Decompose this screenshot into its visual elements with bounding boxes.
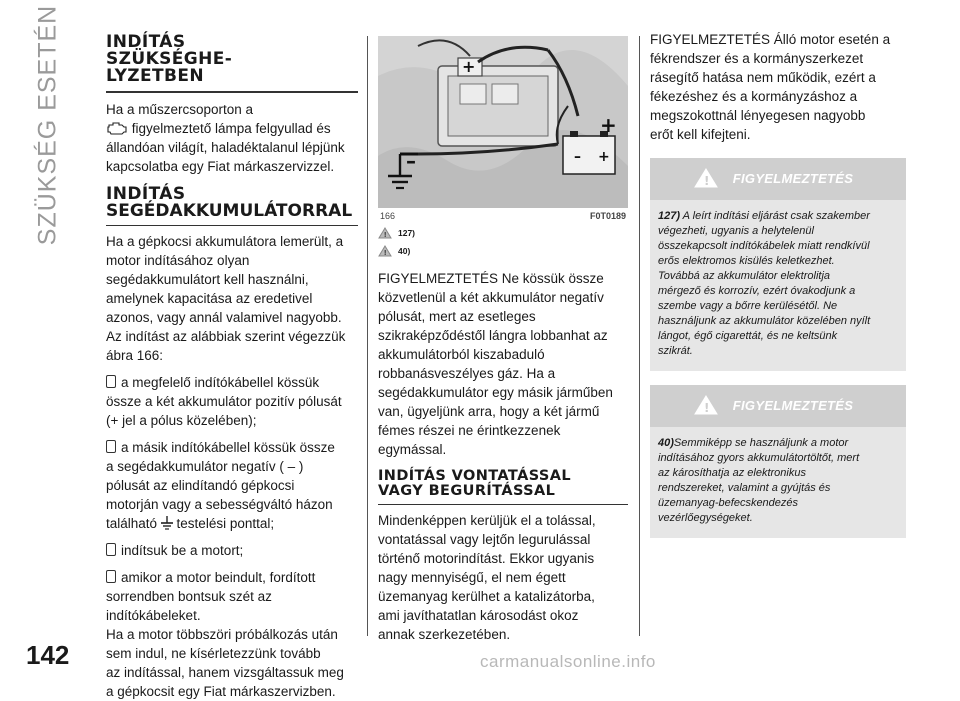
section-side-title: SZÜKSÉG ESETÉN (33, 4, 62, 246)
warning-box-title: FIGYELMEZTETÉS (732, 171, 854, 186)
svg-text:!: ! (704, 401, 710, 415)
svg-text:–: – (406, 149, 416, 173)
paragraph: Ha a motor többszöri próbálkozás után sem indul, ne kísérletezzünk tovább az indítással, hanem vizsgáltassuk meg a gépkocsit egy Fiat márkaszervizben. (106, 627, 344, 699)
svg-text:!: ! (383, 231, 387, 239)
engine-warning-icon (106, 121, 128, 135)
bullet-icon (106, 570, 116, 583)
warning-box-header (650, 385, 906, 427)
list-item: a másik indítókábellel kössük össze a segédakkumulátor negatív ( – ) pólusát az elindítandó gépkocsi motorján vagy a sebességváltó házon található testelési ponttal; (106, 440, 335, 531)
warning-reference: ! 127) (378, 227, 628, 239)
svg-text:–: – (574, 149, 581, 165)
svg-text:!: ! (704, 174, 710, 188)
bullet-icon (106, 375, 116, 388)
heading-rule (378, 504, 628, 505)
warning-box-header (650, 158, 906, 200)
subsection-heading: INDÍTÁS SEGÉDAKKUMULÁTORRAL (106, 184, 353, 221)
warning-box-text: 127) A leírt indítási eljárást csak szakember végezheti, ugyanis a helytelenül összekapcsolt indítókábelek miatt rendkívül erős elektromos kisülés keletkezhet. Továbbá az akkumulátor elektrolitja mérgező és korrozív, ezért óvakodjunk a szembe vagy a bőrre kerülésétől. Ne használjunk az akkumulátor közelében nyílt lángot, égő cigarettát, és ne keltsünk szikrát. (658, 210, 871, 357)
heading-rule (106, 91, 358, 93)
jump-start-illustration (378, 36, 628, 208)
column-1 (106, 34, 358, 701)
battery-jump-start-figure (378, 36, 628, 208)
warning-box-title: FIGYELMEZTETÉS (732, 398, 854, 413)
warning-box (650, 158, 906, 371)
heading-rule (106, 225, 358, 226)
svg-text:+: + (462, 57, 476, 76)
bullet-icon (106, 440, 116, 453)
column-divider (639, 36, 640, 636)
column-3 (650, 30, 906, 538)
warning-triangle-icon (378, 227, 392, 239)
warning-box-text: 40)Semmiképp se használjunk a motor indításához gyors akkumulátortöltőt, mert az károsíthatja az elektronikus rendszereket, valamint a gyújtás és üzemanyag-befecskendezés vezérlőegységeket. (658, 437, 860, 524)
warning-triangle-icon (378, 245, 392, 257)
column-divider (367, 36, 368, 636)
figure-caption (378, 208, 628, 221)
warning-reference: ! 40) (378, 245, 628, 257)
svg-text:!: ! (383, 249, 387, 257)
figure-code: F0T0189 (589, 211, 626, 221)
paragraph: Ha a gépkocsi akkumulátora lemerült, a motor indításához olyan segédakkumulátort kell használni, amelynek kapacitása az eredetivel azonos, vagy annál valamivel nagyobb. Az indítást az alábbiak szerint végezzük ábra 166: (106, 234, 346, 363)
ground-icon (161, 516, 173, 530)
bullet-icon (106, 543, 116, 556)
column-2 (378, 36, 628, 644)
svg-text:+: + (598, 149, 610, 165)
svg-text:+: + (600, 113, 617, 137)
list-item: amikor a motor beindult, fordított sorrendben bontsuk szét az indítókábeleket. (106, 570, 316, 623)
page-number: 142 (26, 640, 70, 670)
warning-paragraph: FIGYELMEZTETÉS Álló motor esetén a fékrendszer és a kormányszerkezet rásegítő hatása nem működik, ezért a fékezéshez és a kormányzáshoz a megszokottnál lényegesen nagyobb erőt kell kifejteni. (650, 32, 891, 142)
section-heading: INDÍTÁS SZÜKSÉGHE- LYZETBEN (106, 32, 233, 86)
list-item: indítsuk be a motort; (106, 541, 358, 560)
warning-box (650, 385, 906, 538)
intro-paragraph: Ha a műszercsoporton a figyelmeztető lámpa felgyullad és állandóan világít, haladéktalanul lépjünk kapcsolatba egy Fiat márkaszervizzel. (106, 102, 345, 174)
list-item: a megfelelő indítókábellel kössük össze a két akkumulátor pozitív pólusát (+ jel a pólus közelében); (106, 375, 342, 428)
watermark-footer: carmanualsonline.info (480, 652, 656, 671)
paragraph: Mindenképpen kerüljük el a tolással, vontatással vagy lejtőn legurulással történő motorindítást. Ekkor ugyanis nagy mennyiségű, el nem égett üzemanyag kerülhet a katalizátorba, ami javíthatatlan károsodást okoz annak szerkezetében. (378, 513, 596, 642)
subsection-heading: INDÍTÁS VONTATÁSSAL VAGY BEGURÍTÁSSAL (378, 468, 572, 499)
warning-paragraph: FIGYELMEZTETÉS Ne kössük össze közvetlenül a két akkumulátor negatív pólusát, mert az esetleges szikraképződéstől lángra lobbanhat az akkumulátorból kiszabaduló robbanásveszélyes gáz. Ha a segédakkumulátor egy másik járműben van, ügyeljünk arra, hogy a két jármű fémes részei ne érintkezzenek egymással. (378, 271, 613, 457)
figure-number: 166 (380, 211, 396, 221)
